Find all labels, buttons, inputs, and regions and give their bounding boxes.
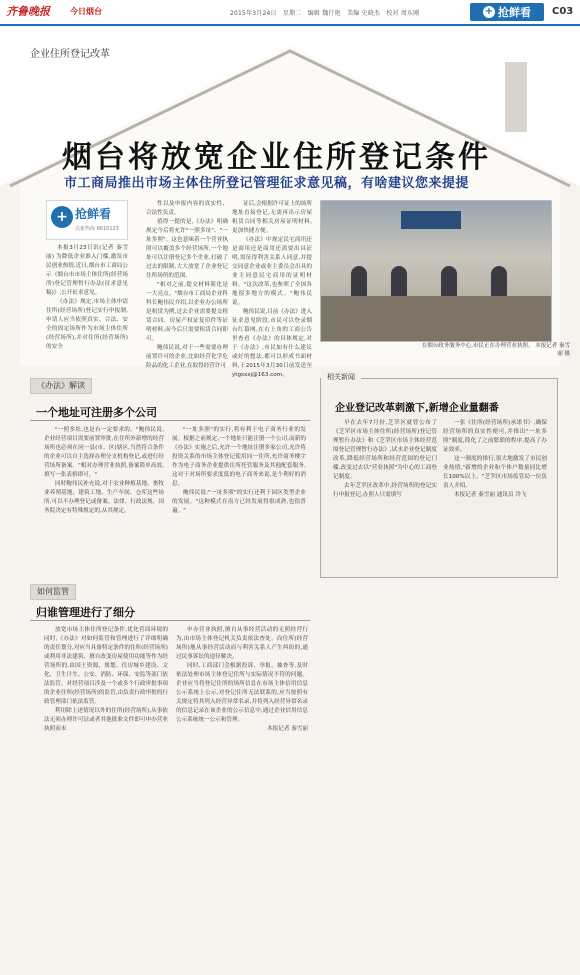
logo-hotline: 点新热线 6610123 (75, 226, 119, 232)
photo-caption: 在烟台政务服务中心,市民正在办理营业执照。 本报记者 秦雪丽 摄 (421, 343, 570, 357)
paragraph: 《办法》中规定民宅商用还是商用还是商用还需要出具证明,需征得利害关系人同意,并提交同意企业或业主委员会出具的业主同意民宅商用的证明材料。"这次改革,也参照了全国各地很多地方的模式。"鲍伟民说。 (232, 237, 312, 306)
paragraph: 申办营业执照,擅自从事经营活动的无照经营行为,由市场主体登记机关负责依法查处。而住所(经营场所)地从事经营活动而与利害关系人产生纠纷的,通过民事诉讼的途径解决。 (176, 627, 308, 660)
paragraph: 同时鲍伟民补充说,对于农业种植基地、畜牧业养殖基地、建筑工地、生产车间、仓库这些场所,可以不办理登记或备案。法律、行政法规、国务院决定有特殊规定的,从其规定。 (44, 481, 164, 514)
column-badge (470, 3, 544, 21)
paragraph: 鲍伟民说,目前《办法》进入征求意见阶段,市民可以登录烟台红幕网,在右上角的工商公告里查看《办法》的具体规定,对于《办法》,市民如有什么建议或好的想法,都可以形成书面材料,于2015年3月30日前发送至ytgsxxj@163.com。 (232, 309, 312, 378)
paragraph: 本报记者 秦雪丽 通讯员 冷飞 (454, 492, 527, 498)
article-column-1 (46, 244, 128, 352)
paragraph: 同时,工商部门会根据投诉、举报、抽查等,及时依法处理市场主体登记住所与实际情况不符的问题。企业应当将登记住所的场所信息在市场主体信用信息公示系统上公示,对登记住所无法联系的,应当按照有关规定将其列入经营异常名录,并将列入经营异常名录的信息记录在该企业的公示信息中,通过企业信用信息公示系统统一公示和管理。 (176, 663, 308, 723)
paragraph: 这一制度的推行,很大地激发了市民创业热情,"新增的企业和个体户数量同比增长100%以上。"芝罘区市场监管局一位负责人介绍。 (443, 456, 547, 489)
paragraph: "相对之前,提交材料简化是一大亮点。"烟台市工商局企业科科长鲍伟民介绍,以企业办公场所是租赁为例,过去企业需要提交租赁合同、房屋产权证复印件等证明材料,而今后只需要租赁合同即可。 (146, 282, 228, 342)
paragraph: "一址多照"的实行,将有利于电子商务行业的发展。根据之前规定,一个地址只能注册一个公司,而新的《办法》实施之后,允许一个地址注册多家公司,允许将投资关系的市场主体登记使用同一住所,允许商务楼宇作为电子商务企业提供住所托管服务及其他配套服务,这对于对场所要求度低的电子商务来说,是个利好的消息。 (172, 427, 306, 487)
paragraph: 放宽市场主体住所登记条件,优化营商环境的同时,《办法》对如何监管和管理进行了详细明确的责任划分,对应当具备特定条件的住所(经营场所)或利用非法建筑、擅自改变房屋使用功能等作为经营场所的,由国土资源、规划、住房城乡建设、文化、卫生计生、公安、消防、环保、安监等部门依法监管。对经营项目涉及一个或多个行政审批事项的企业住所(经营场所)的监管,由负责行政审批的行政管理部门依法监管。 (44, 627, 168, 705)
section3-column-2 (176, 626, 308, 734)
masthead (0, 0, 580, 26)
page-headline: 烟台将放宽企业住所登记条件 (62, 140, 491, 175)
photo-counter (321, 296, 551, 341)
paragraph: 值得一提的是,《办法》明确规定今后将允许"一照多址"、"一址多照"。这也意味着一个营业执照可以覆盖多个经营场所,一个地址可以注册登记多个企业,打破了过去的限制,大大放宽了企业登记住所场所的范围。 (146, 219, 228, 279)
paragraph: 鲍伟民说:"一址多照"的实行还利于园区类型企业的发展。"这种模式在南方已经发展得很成熟,也很普遍。" (172, 490, 306, 514)
qiangxiankan-icon: + (51, 206, 73, 228)
related-title: 企业登记改革刺激下,新增企业量翻番 (335, 403, 499, 414)
paragraph: 本报3月23日讯(记者 秦雪丽) 为降低企业准入门槛,激发市民创业热情,近日,烟台市工商局公示《烟台市市场主体住所(经营场所)登记管理暂行办法(征求意见稿)》,公开征求意见。 (46, 245, 128, 296)
paragraph: 鲍伟民说,对于一些需要办理前置许可的企业,比如经营化学危险品的化工企业,在取得经营许可 (146, 345, 228, 369)
section3-column-1 (44, 626, 168, 734)
divider (30, 620, 310, 621)
paragraph: 性以及申报内容的真实性、合法性负责。 (146, 201, 228, 216)
paragraph: "一照多址,也是有一定要求的。"鲍伟民说,企业经营项目需要前置审批,在住所外新增的经营场所也必须在同一县(市、区)辖区,当然符合条件的企业可以自主选择办理分支机构登记,或进行经营场所备案。"相对办理营业执照,备案简单高效,填写一张表格即可。" (44, 427, 164, 478)
news-photo (320, 200, 552, 342)
section2-column-1 (44, 426, 164, 516)
related-column-2 (443, 419, 547, 500)
paragraph: 证后,会根据许可证上的场所地址直接登记,无需再出示房屋租赁合同等相关房屋证明材料,更加快捷方便。 (232, 201, 312, 234)
photo-screen (401, 211, 461, 229)
article-column-2 (146, 200, 228, 371)
issue-meta: 2015年3月24日 星期二 编辑 魏行艳 美编 史晓杰 校对 周东刚 (230, 10, 420, 17)
paragraph: 利用除上述情况以外的住所(经营场所),从事依法无须办理许可证或者其他批准文件即可申办营业执照而未 (44, 708, 168, 732)
related-column-1 (333, 419, 437, 500)
related-tag: 相关新闻 (321, 371, 361, 383)
article-column-3 (232, 200, 312, 380)
related-news-box (320, 373, 558, 578)
newspaper-logo: 齐鲁晚报 (6, 5, 50, 18)
kicker: 企业住所登记改革 (30, 49, 110, 60)
column-badge-label: 抢鲜看 (498, 6, 531, 19)
section-tag: 如何监管 (30, 584, 76, 600)
section-name: 今日烟台 (70, 7, 102, 16)
section2-column-2 (172, 426, 306, 516)
paragraph: 去年芝罘区改革中,经营场所的登记实行申报登记,办照人只需填写 (333, 483, 437, 498)
section-tag: 《办法》解读 (30, 378, 92, 394)
paragraph: 本报记者 秦雪丽 (267, 726, 308, 732)
qiangxiankan-logo (46, 200, 128, 240)
paragraph: 一张《住所(经营场所)承诺书》,确保经营场所的真实性便可,并推出"一址多照"制度,简化了之前繁琐的程序,提高了办证效率。 (443, 420, 547, 453)
divider (30, 420, 310, 421)
plus-icon: + (484, 6, 494, 17)
section-title: 归谁管理进行了细分 (36, 606, 135, 619)
logo-title: 抢鲜看 (75, 207, 112, 221)
page-number: C03 (552, 6, 574, 17)
paragraph: 早在去年7月份,芝罘区就曾公布了《芝罘区市场主体住所(经营场所)登记管理暂行办法》和《芝罘区市场主体经营范围登记管理暂行办法》,试水企业登记制度改革,降低经营场所和经营范围的登记门槛,改变过去以"营业执照"为中心的工商登记制度。 (333, 420, 437, 480)
page-subheadline: 市工商局推出市场主体住所登记管理征求意见稿，有啥建议您来提提 (64, 176, 470, 191)
paragraph: 《办法》规定,市场主体申请住所(经营场所)登记实行申报制,申请人应当依照真实、合法、安全的固定场所作为市场主体住所(经营场所),并对住所(经营场所)的安全 (46, 299, 128, 350)
section-title: 一个地址可注册多个公司 (36, 406, 157, 419)
